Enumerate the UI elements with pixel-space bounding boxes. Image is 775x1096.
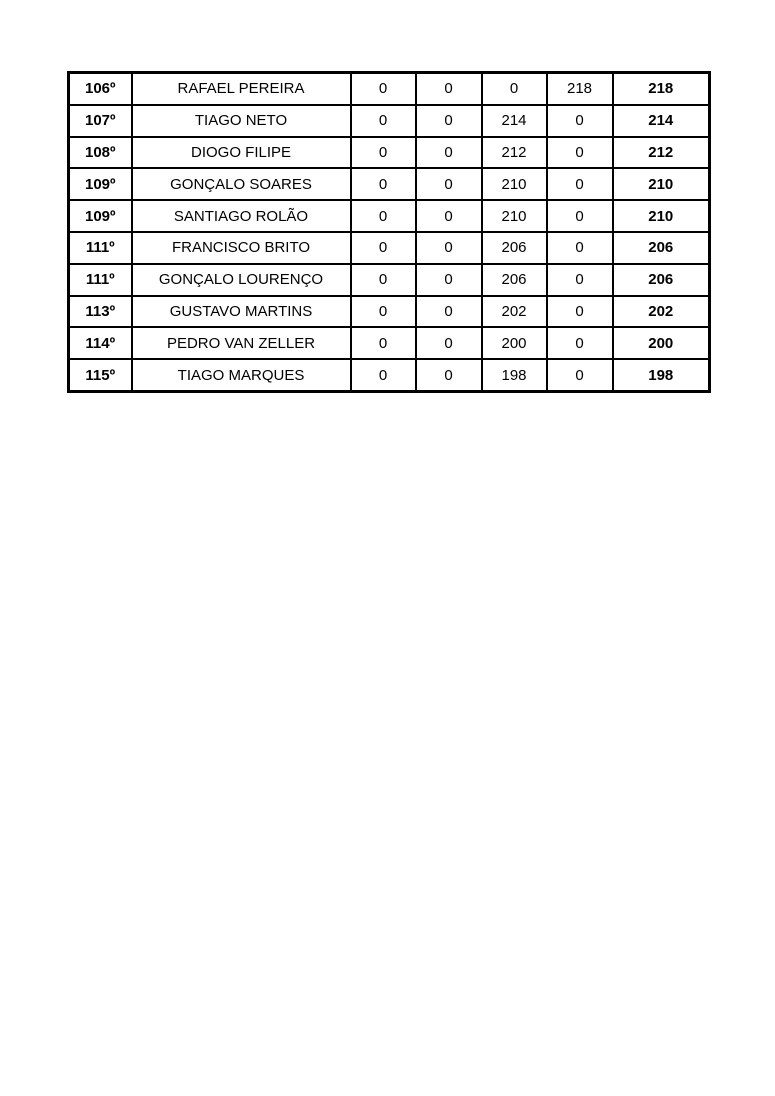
score-cell-4: 0: [547, 296, 613, 328]
score-cell-2: 0: [416, 105, 482, 137]
rank-cell: 115º: [69, 359, 132, 391]
score-cell-4: 0: [547, 327, 613, 359]
score-cell-2: 0: [416, 200, 482, 232]
total-cell: 218: [613, 73, 710, 105]
score-cell-3: 206: [482, 264, 547, 296]
score-cell-3: 210: [482, 168, 547, 200]
table-row: [69, 359, 710, 391]
total-cell: 210: [613, 168, 710, 200]
player-name-cell: RAFAEL PEREIRA: [132, 73, 351, 105]
rank-cell: 111º: [69, 264, 132, 296]
total-cell: 198: [613, 359, 710, 391]
rank-cell: 109º: [69, 168, 132, 200]
rank-cell: 108º: [69, 137, 132, 169]
rank-cell: 109º: [69, 200, 132, 232]
table-row: [69, 264, 710, 296]
score-cell-4: 218: [547, 73, 613, 105]
score-cell-3: 214: [482, 105, 547, 137]
player-name-cell: FRANCISCO BRITO: [132, 232, 351, 264]
score-cell-4: 0: [547, 264, 613, 296]
score-cell-4: 0: [547, 105, 613, 137]
score-cell-1: 0: [351, 296, 416, 328]
rank-cell: 114º: [69, 327, 132, 359]
total-cell: 200: [613, 327, 710, 359]
score-cell-2: 0: [416, 327, 482, 359]
table-row: [69, 168, 710, 200]
ranking-table: [67, 71, 711, 393]
rank-cell: 113º: [69, 296, 132, 328]
score-cell-2: 0: [416, 296, 482, 328]
score-cell-2: 0: [416, 137, 482, 169]
score-cell-2: 0: [416, 73, 482, 105]
total-cell: 206: [613, 232, 710, 264]
table-row: [69, 232, 710, 264]
score-cell-3: 206: [482, 232, 547, 264]
total-cell: 214: [613, 105, 710, 137]
score-cell-4: 0: [547, 359, 613, 391]
score-cell-4: 0: [547, 137, 613, 169]
score-cell-3: 212: [482, 137, 547, 169]
score-cell-1: 0: [351, 168, 416, 200]
score-cell-2: 0: [416, 168, 482, 200]
player-name-cell: TIAGO MARQUES: [132, 359, 351, 391]
score-cell-3: 198: [482, 359, 547, 391]
table-row: [69, 73, 710, 105]
score-cell-4: 0: [547, 200, 613, 232]
score-cell-1: 0: [351, 200, 416, 232]
player-name-cell: SANTIAGO ROLÃO: [132, 200, 351, 232]
rank-cell: 106º: [69, 73, 132, 105]
player-name-cell: GONÇALO LOURENÇO: [132, 264, 351, 296]
score-cell-1: 0: [351, 264, 416, 296]
player-name-cell: GONÇALO SOARES: [132, 168, 351, 200]
score-cell-3: 0: [482, 73, 547, 105]
total-cell: 206: [613, 264, 710, 296]
score-cell-1: 0: [351, 232, 416, 264]
rank-cell: 111º: [69, 232, 132, 264]
table-row: [69, 296, 710, 328]
ranking-table-body: [69, 73, 710, 392]
score-cell-3: 202: [482, 296, 547, 328]
score-cell-1: 0: [351, 359, 416, 391]
score-cell-4: 0: [547, 232, 613, 264]
player-name-cell: TIAGO NETO: [132, 105, 351, 137]
table-row: [69, 105, 710, 137]
total-cell: 210: [613, 200, 710, 232]
score-cell-1: 0: [351, 73, 416, 105]
score-cell-2: 0: [416, 264, 482, 296]
score-cell-4: 0: [547, 168, 613, 200]
total-cell: 202: [613, 296, 710, 328]
table-row: [69, 137, 710, 169]
score-cell-3: 210: [482, 200, 547, 232]
table-row: [69, 327, 710, 359]
score-cell-2: 0: [416, 232, 482, 264]
score-cell-2: 0: [416, 359, 482, 391]
score-cell-3: 200: [482, 327, 547, 359]
player-name-cell: PEDRO VAN ZELLER: [132, 327, 351, 359]
player-name-cell: DIOGO FILIPE: [132, 137, 351, 169]
total-cell: 212: [613, 137, 710, 169]
table-row: [69, 200, 710, 232]
rank-cell: 107º: [69, 105, 132, 137]
score-cell-1: 0: [351, 105, 416, 137]
score-cell-1: 0: [351, 327, 416, 359]
score-cell-1: 0: [351, 137, 416, 169]
player-name-cell: GUSTAVO MARTINS: [132, 296, 351, 328]
